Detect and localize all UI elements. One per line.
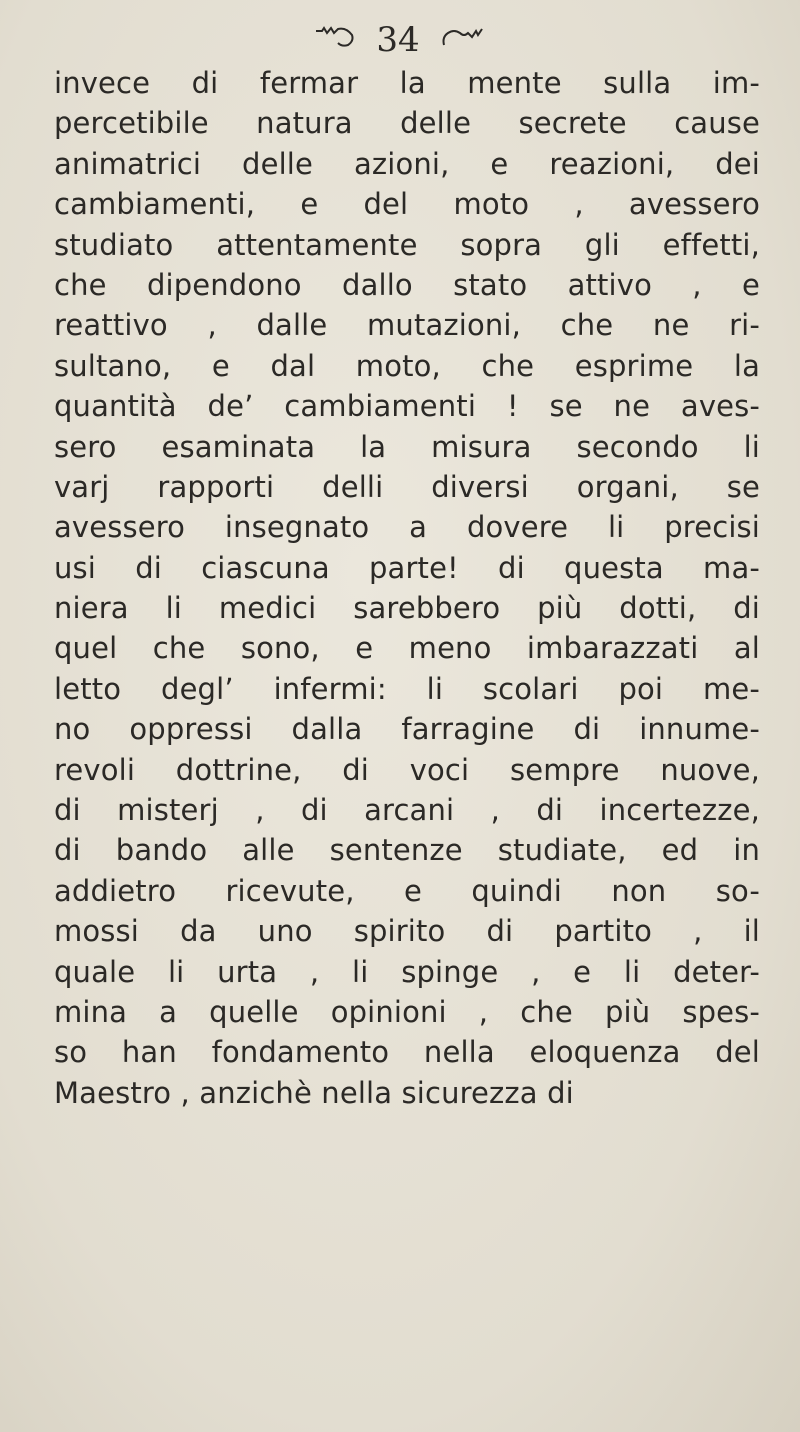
text-line: mossi da uno spirito di partito , il bbox=[54, 914, 760, 949]
body-text bbox=[54, 63, 794, 1113]
text-line: so han fondamento nella eloquenza del bbox=[54, 1035, 760, 1070]
text-line: Maestro , anzichè nella sicurezza di bbox=[54, 1075, 574, 1110]
text-line: avessero insegnato a dovere li precisi bbox=[54, 510, 760, 545]
text-line: reattivo , dalle mutazioni, che ne ri- bbox=[54, 308, 760, 343]
text-line: cambiamenti, e del moto , avessero bbox=[54, 187, 760, 222]
text-line: quel che sono, e meno imbarazzati al bbox=[54, 631, 760, 666]
text-line: addietro ricevute, e quindi non so- bbox=[54, 873, 760, 908]
text-line: usi di ciascuna parte! di questa ma- bbox=[54, 550, 760, 585]
text-line: letto degl’ infermi: li scolari poi me- bbox=[54, 671, 760, 706]
text-line: sero esaminata la misura secondo li bbox=[54, 429, 760, 464]
text-line: di misterj , di arcani , di incertezze, bbox=[54, 793, 760, 828]
text-line: studiato attentamente sopra gli effetti, bbox=[54, 227, 760, 262]
text-line: che dipendono dallo stato attivo , e bbox=[54, 267, 760, 302]
text-line: niera li medici sarebbero più dotti, di bbox=[54, 591, 760, 626]
text-line: quantità de’ cambiamenti ! se ne aves- bbox=[54, 389, 760, 424]
text-line: di bando alle sentenze studiate, ed in bbox=[54, 833, 760, 868]
text-line: no oppressi dalla farragine di innume- bbox=[54, 712, 760, 747]
page-header bbox=[0, 14, 800, 64]
text-line: sultano, e dal moto, che esprime la bbox=[54, 348, 760, 383]
text-line: quale li urta , li spinge , e li deter- bbox=[54, 954, 760, 989]
text-line: invece di fermar la mente sulla im- bbox=[54, 66, 760, 100]
text-line: percetibile natura delle secrete cause bbox=[54, 106, 760, 141]
text-line: animatrici delle azioni, e reazioni, dei bbox=[54, 146, 760, 181]
left-ornament-icon bbox=[314, 16, 356, 64]
right-ornament-icon bbox=[440, 16, 486, 64]
text-line: varj rapporti delli diversi organi, se bbox=[54, 469, 760, 504]
text-line: mina a quelle opinioni , che più spes- bbox=[54, 994, 760, 1029]
text-line: revoli dottrine, di voci sempre nuove, bbox=[54, 752, 760, 787]
page-number: 34 bbox=[376, 20, 420, 60]
